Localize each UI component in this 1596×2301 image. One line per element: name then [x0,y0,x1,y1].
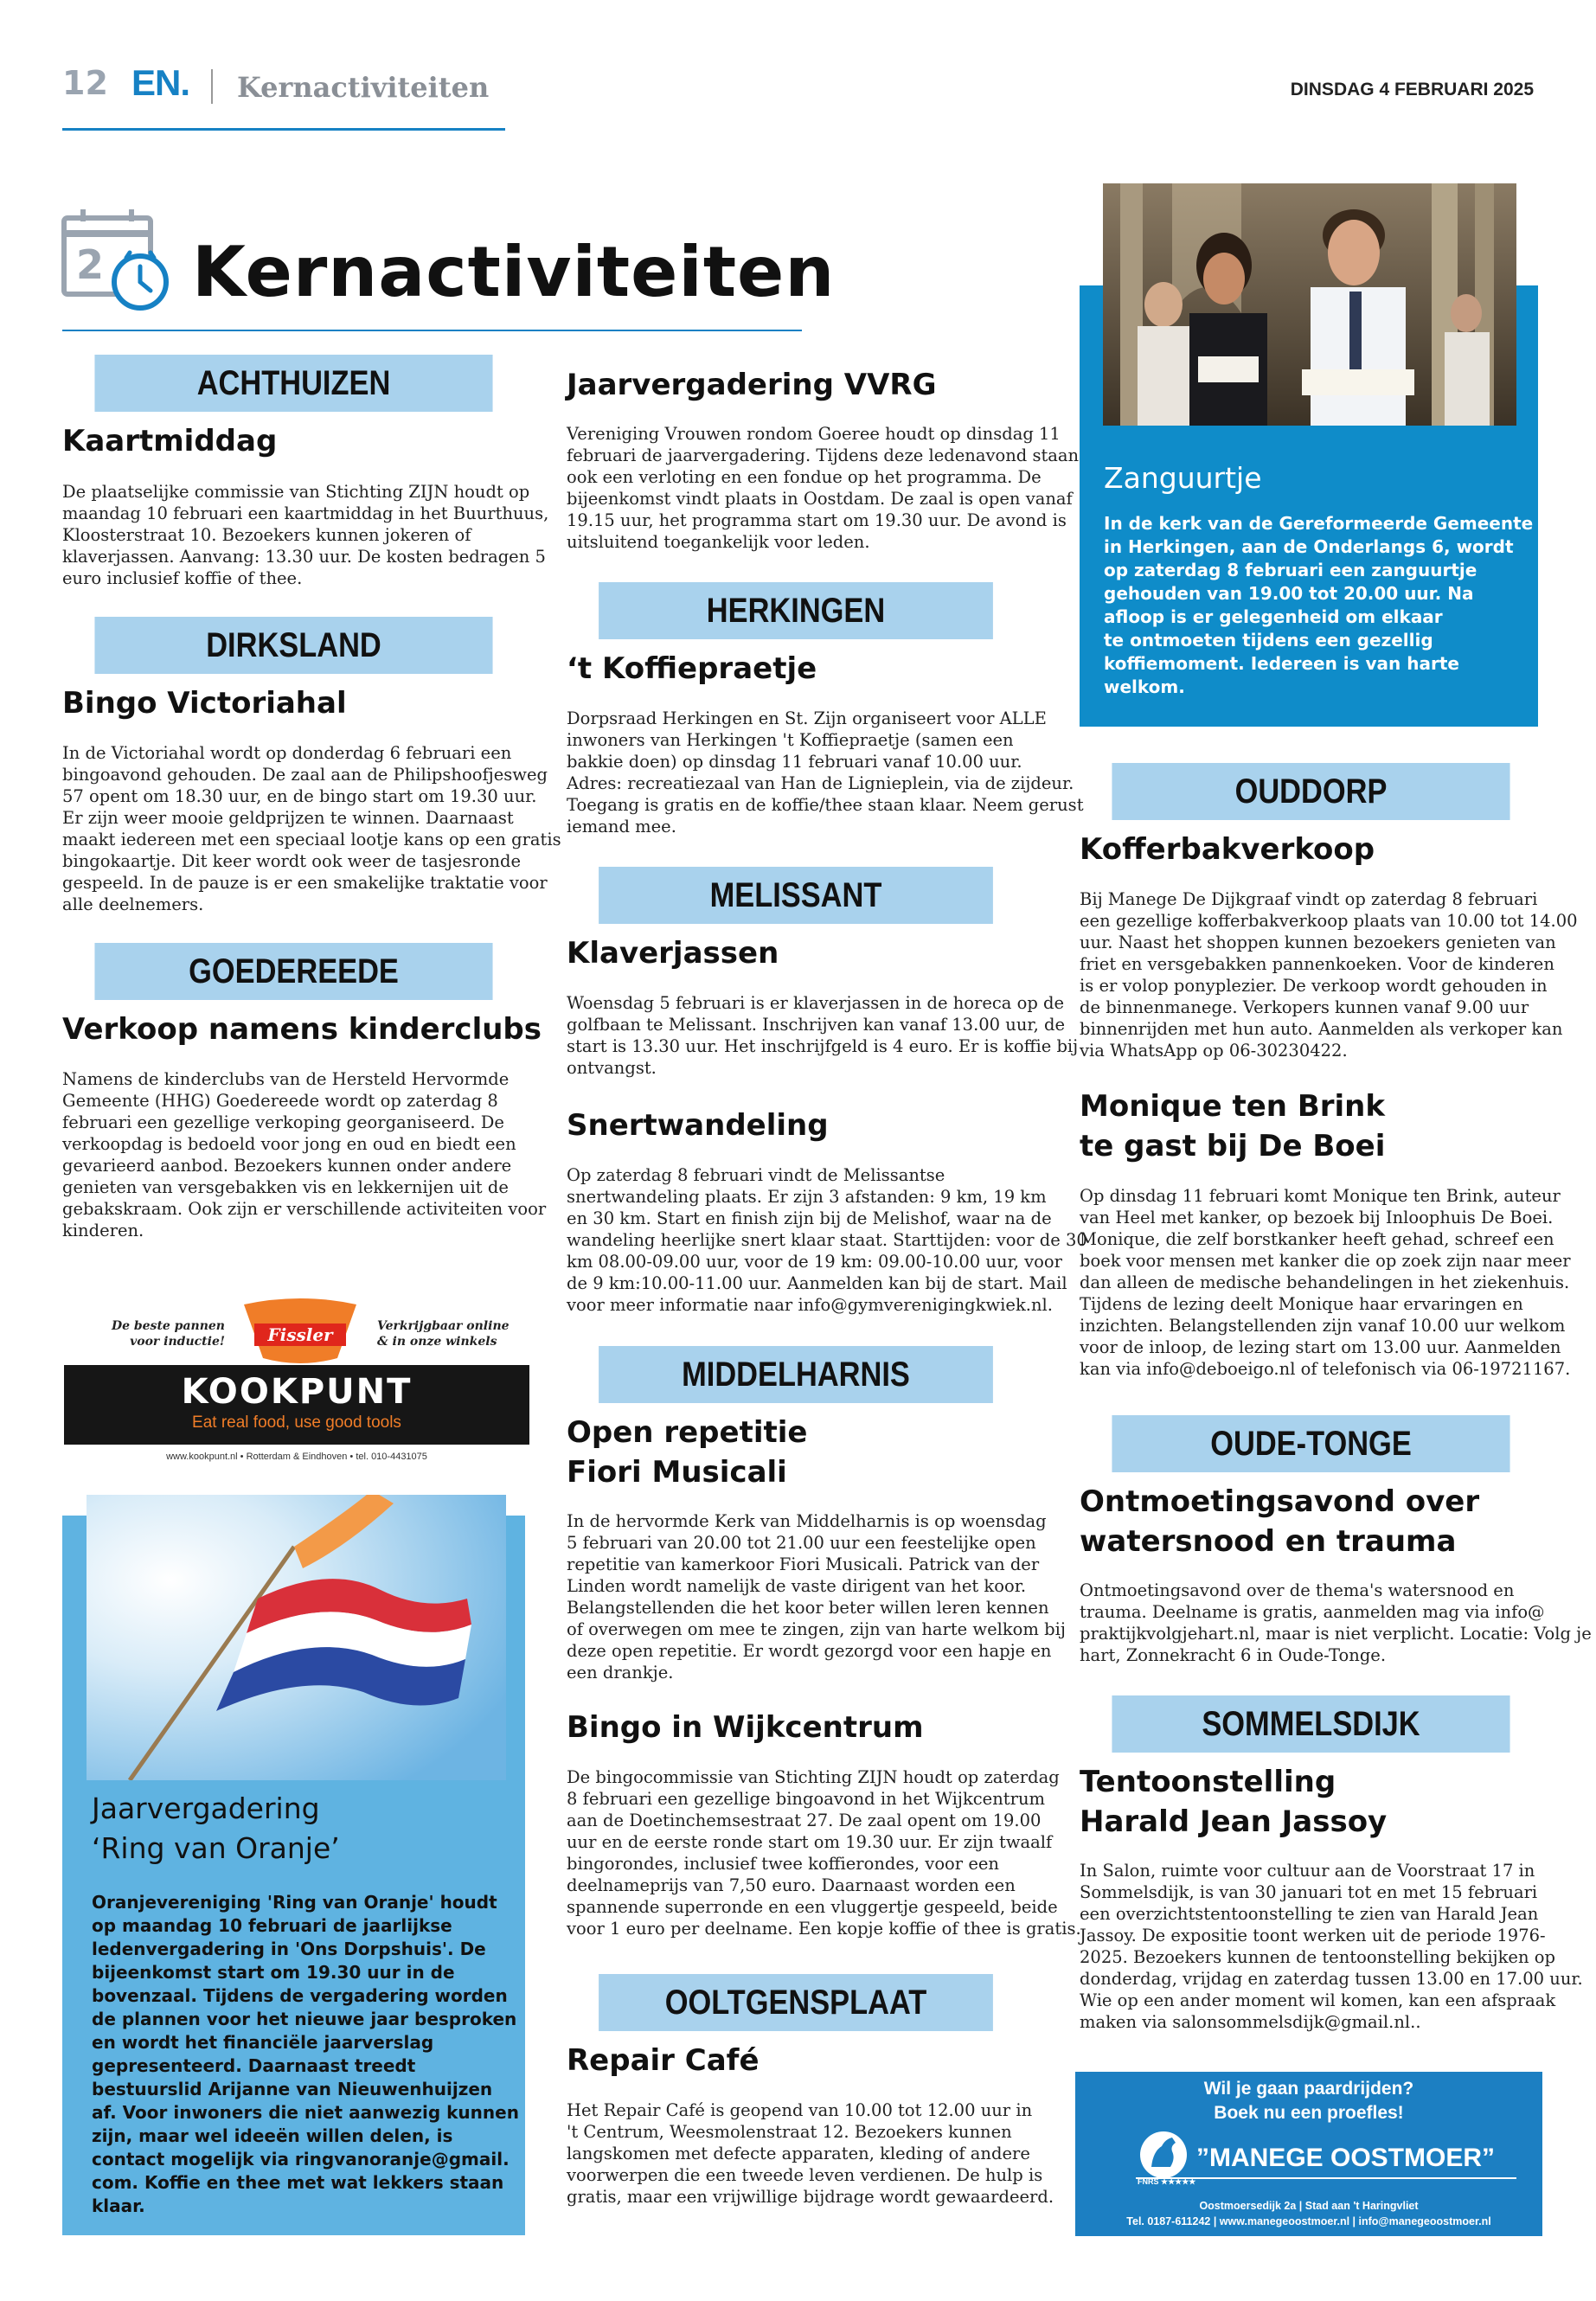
article-title-repair-cafe: Repair Café [567,2043,760,2078]
place-label: OOLTGENSPLAAT [664,1983,927,2022]
section-bar-herkingen [599,582,993,639]
manege-contact[interactable]: Tel. 0187-611242 | www.manegeoostmoer.nl | info@manegeoostmoer.nl [1126,2215,1491,2227]
section-bar-dirksland [94,617,492,674]
manege-oostmoer-advertisement[interactable] [1075,2072,1542,2236]
section-bar-middelharnis [599,1346,993,1403]
place-label: MIDDELHARNIS [682,1355,910,1394]
section-bar-oude-tonge [1112,1415,1509,1472]
article-body-kofferbakverkoop: Bij Manege De Dijkgraaf vindt op zaterdag 8 februari een gezellige kofferbakverkoop plaats van 10.00 tot 14.00 uur. Naast het shoppen kunnen bezoekers genieten van friet en versgebakken pannenkoeken. Voor de kinderen is er volop ponyplezier. De verkoop wordt gehouden in de binnenmanege. Verkopers kunnen vanaf 9.00 uur binnenrijden met hun auto. Aanmelden als verkoper kan via WhatsApp op 06-30230422. [1080,889,1578,1061]
article-title-klaverjassen: Klaverjassen [567,936,779,971]
article-title-bingo-victoriahal: Bingo Victoriahal [62,686,347,721]
article-title-bingo-wijkcentrum: Bingo in Wijkcentrum [567,1710,924,1745]
place-label: HERKINGEN [706,591,886,630]
section-bar-sommelsdijk [1112,1695,1509,1753]
newspaper-logo: EN. [131,62,190,103]
page-title: Kernactiviteiten [192,232,836,312]
calendar-clock-icon [61,208,173,316]
box-title-zanguurtje: Zanguurtje [1104,461,1262,495]
kookpunt-banner [64,1365,529,1445]
article-body-monique-ten-brink: Op dinsdag 11 februari komt Monique ten Brink, auteur van Heel met kanker, op bezoek bij Inloophuis De Boei. Monique, die zelf borstkanker heeft gehad, schreef een boek voor mensen met kanker die op zoek zijn naar meer dan alleen de medische behandelingen in het ziekenhuis. Tijdens de lezing deelt Monique haar ervaringen en inzichten. Belangstellenden zijn vanaf 10.00 uur welkom voor de inloop, de lezing start om 13.00 uur. Aanmelden kan via info@deboeigo.nl of telefonisch via 06-19721167. [1080,1186,1571,1379]
article-body-repair-cafe: Het Repair Café is geopend van 10.00 tot 12.00 uur in 't Centrum, Weesmolenstraat 12. Bezoekers kunnen langskomen met defecte apparaten, kleding of andere voorwerpen die een tweede leven verdienen. De hulp is gratis, maar een vrijwillige bijdrage wordt gewaardeerd. [567,2100,1054,2207]
box-body-zanguurtje: In de kerk van de Gereformeerde Gemeente in Herkingen, aan de Onderlangs 6, wordt op zaterdag 8 februari een zanguurtje gehouden van 19.00 tot 20.00 uur. Na afloop is er gelegenheid om elkaar te ontmoeten tijdens een gezellig koffiemoment. Iedereen is van harte welkom. [1104,513,1534,697]
article-body-koffiepraetje: Dorpsraad Herkingen en St. Zijn organiseert voor ALLE inwoners van Herkingen 't Koffiepraetje (samen een bakkie doen) op dinsdag 11 februari vanaf 10.00 uur. Adres: recreatiezaal van Han de Lignieplein, via de zijdeur. Toegang is gratis en de koffie/thee staan klaar. Neem gerust iemand mee. [567,708,1084,836]
church-singers-photo [1103,183,1516,426]
article-title-ontmoetingsavond: Ontmoetingsavond over watersnood en trauma [1080,1484,1480,1559]
article-title-koffiepraetje: ‘t Koffiepraetje [567,651,817,686]
fissler-logo [235,1298,365,1367]
place-label: ACHTHUIZEN [196,363,391,402]
article-title-kofferbakverkoop: Kofferbakverkoop [1080,832,1375,867]
page-number: 12 [62,64,108,102]
article-title-open-repetitie: Open repetitie Fiori Musicali [567,1415,808,1490]
ad-right-text: Verkrijgbaar online & in onze winkels [377,1319,510,1349]
article-body-kaartmiddag: De plaatselijke commissie van Stichting ZIJN houdt op maandag 10 februari een kaartmiddag in het Buurthuus, Kloosterstraat 10. Bezoekers kunnen jokeren of klaverjassen. Aanvang: 13.30 uur. De kosten bedragen 5 euro inclusief koffie of thee. [62,482,549,588]
fissler-brand-text: Fissler [267,1324,333,1345]
section-bar-goedereede [94,943,492,1000]
article-title-snertwandeling: Snertwandeling [567,1108,829,1143]
place-label: MELISSANT [709,875,882,914]
place-label: DIRKSLAND [206,625,381,664]
title-rule [62,330,802,331]
manege-address: Oostmoersedijk 2a | Stad aan 't Haringvliet [1199,2200,1419,2212]
header-rule [62,128,505,131]
box-body-ring-van-oranje: Oranjevereniging 'Ring van Oranje' houdt op maandag 10 februari de jaarlijkse ledenvergadering in 'Ons Dorpshuis'. De bijeenkomst start om 19.30 uur in de bovenzaal. Tijdens de vergadering worden de plannen voor het nieuwe jaar besproken en wordt het financiële jaarverslag gepresenteerd. Daarnaast treedt bestuurslid Arijanne van Nieuwenhuijzen af. Voor inwoners die niet aanwezig kunnen zijn, maar wel ideeën willen delen, is contact mogelijk via ringvanoranje@gmail. com. Koffie en thee met wat lekkers staan klaar. [92,1892,519,2216]
kookpunt-advertisement[interactable] [62,1298,531,1479]
article-body-ontmoetingsavond: Ontmoetingsavond over de thema's watersnood en trauma. Deelname is gratis, aanmelden mag via info@ praktijkvolgjehart.nl, maar is niet verplicht. Locatie: Volg je hart, Zonnekracht 6 in Oude-Tonge. [1080,1580,1592,1665]
header-divider [211,69,213,104]
place-label: OUDE-TONGE [1210,1424,1412,1463]
article-title-tentoonstelling: Tentoonstelling Harald Jean Jassoy [1080,1765,1388,1839]
article-title-kaartmiddag: Kaartmiddag [62,424,278,458]
ad-headline: Wil je gaan paardrijden? Boek nu een proefles! [1203,2079,1414,2123]
kookpunt-slogan: Eat real food, use good tools [192,1413,401,1432]
fnrs-rating: FNRS ★★★★★ [1138,2177,1196,2186]
article-body-tentoonstelling: In Salon, ruimte voor cultuur aan de Voorstraat 17 in Sommelsdijk, is van 30 januari tot en met 15 februari een overzichtstentoonstelling te zien van Harald Jean Jassoy. De expositie toont werken uit de periode 1976- 2025. Bezoekers kunnen de tentoonstelling bekijken op donderdag, vrijdag en zaterdag tussen 13.00 en 17.00 uur. Wie op een ander moment wil komen, kan een afspraak maken via salonsommelsdijk@gmail.nl.. [1080,1861,1583,2032]
place-label: SOMMELSDIJK [1202,1704,1420,1743]
place-label: OUDDORP [1234,772,1388,811]
manege-name: ”MANEGE OOSTMOER” [1195,2144,1495,2172]
ad-left-text: De beste pannen voor inductie! [111,1319,225,1349]
article-body-bingo-victoriahal: In de Victoriahal wordt op donderdag 6 februari een bingoavond gehouden. De zaal aan de Philipshoofjesweg 57 opent om 18.30 uur, en de bingo start om 19.30 uur. Er zijn weer mooie geldprijzen te winnen. Daarnaast maakt iedereen met een speciaal lootje kans op een gratis bingokaartje. Dit keer wordt ook weer de tasjesronde gespeeld. In de pauze is er een smakelijke traktatie voor alle deelnemers. [62,743,561,914]
kookpunt-brand: KOOKPUNT [181,1372,413,1412]
article-body-bingo-wijkcentrum: De bingocommissie van Stichting ZIJN houdt op zaterdag 8 februari een gezellige bingoavond in het Wijkcentrum aan de Doetinchemsestraat 27. De zaal opent om 19.00 uur en de eerste ronde start om 19.30 uur. Er zijn twaalf bingorondes, inclusief twee koffierondes, voor een deelnameprijs van 7,50 euro. Daarnaast worden een spannende superronde en een vluggertje gespeeld, beide voor 1 euro per deelname. Een kopje koffie of thee is gratis. [567,1767,1081,1939]
article-body-verkoop-kinderclubs: Namens de kinderclubs van de Hersteld Hervormde Gemeente (HHG) Goedereede wordt op zaterdag 8 februari een gezellige verkoping georganiseerd. De verkoopdag is bedoeld voor jong en oud en biedt een gevarieerd aanbod. Bezoekers kunnen onder andere genieten van versgebakken vis en lekkernijen uit de gebakskraam. Ook zijn er verschillende activiteiten voor kinderen. [62,1069,547,1240]
calendar-digit: 2 [76,241,105,288]
section-bar-ouddorp [1112,763,1509,820]
article-body-snertwandeling: Op zaterdag 8 februari vindt de Melissantse snertwandeling plaats. Er zijn 3 afstanden: 9 km, 19 km en 30 km. Start en finish zijn bij de Melishof, waar na de wandeling heerlijke snert klaar staat. Starttijden: voor de 30 km 08.00-09.00 uur, voor de 19 km: 09.00-10.00 uur, voor de 9 km:10.00-11.00 uur. Aanmelden kan bij de start. Mail voor meer informatie naar info@gymverenigingkwiek.nl. [567,1165,1087,1315]
kookpunt-contact-line: www.kookpunt.nl • Rotterdam & Eindhoven • tel. 010-4431075 [166,1452,427,1462]
article-title-jaarvergadering-vvrg: Jaarvergadering VVRG [567,368,937,402]
box-title-ring-van-oranje: Jaarvergadering ‘Ring van Oranje’ [92,1791,340,1865]
place-label: GOEDEREEDE [189,952,399,990]
article-body-klaverjassen: Woensdag 5 februari is er klaverjassen in de horeca op de golfbaan te Melissant. Inschrijven kan vanaf 13.00 uur, de start is 13.30 uur. Het inschrijfgeld is 4 euro. Er is koffie bij ontvangst. [567,993,1079,1078]
section-bar-ooltgensplaat [599,1974,993,2031]
article-body-jaarvergadering-vvrg: Vereniging Vrouwen rondom Goeree houdt op dinsdag 11 februari de jaarvergadering. Tijdens deze ledenavond staan ook een verloting en een fondue op het programma. De bijeenkomst vindt plaats in Oostdam. De zaal is open vanaf 19.15 uur, het programma start om 19.30 uur. De avond is uitsluitend toegankelijk voor leden. [567,424,1080,552]
header-date: DINSDAG 4 FEBRUARI 2025 [1290,80,1534,99]
article-title-verkoop-kinderclubs: Verkoop namens kinderclubs [62,1012,542,1047]
article-body-open-repetitie: In de hervormde Kerk van Middelharnis is op woensdag 5 februari van 20.00 tot 21.00 uur een feestelijke open repetitie van kamerkoor Fiori Musicali. Patrick van der Linden wordt namelijk de vaste dirigent van het koor. Belangstellenden die het koor beter willen leren kennen of overwegen om mee te zingen, zijn van harte welkom bij deze open repetitie. Er wordt gezorgd voor een hapje en een drankje. [567,1511,1066,1682]
article-title-monique-ten-brink: Monique ten Brink te gast bij De Boei [1080,1089,1386,1163]
header-section-name: Kernactiviteiten [237,71,490,104]
dutch-flag-photo [87,1495,506,1780]
section-bar-achthuizen [94,355,492,412]
section-bar-melissant [599,867,993,924]
